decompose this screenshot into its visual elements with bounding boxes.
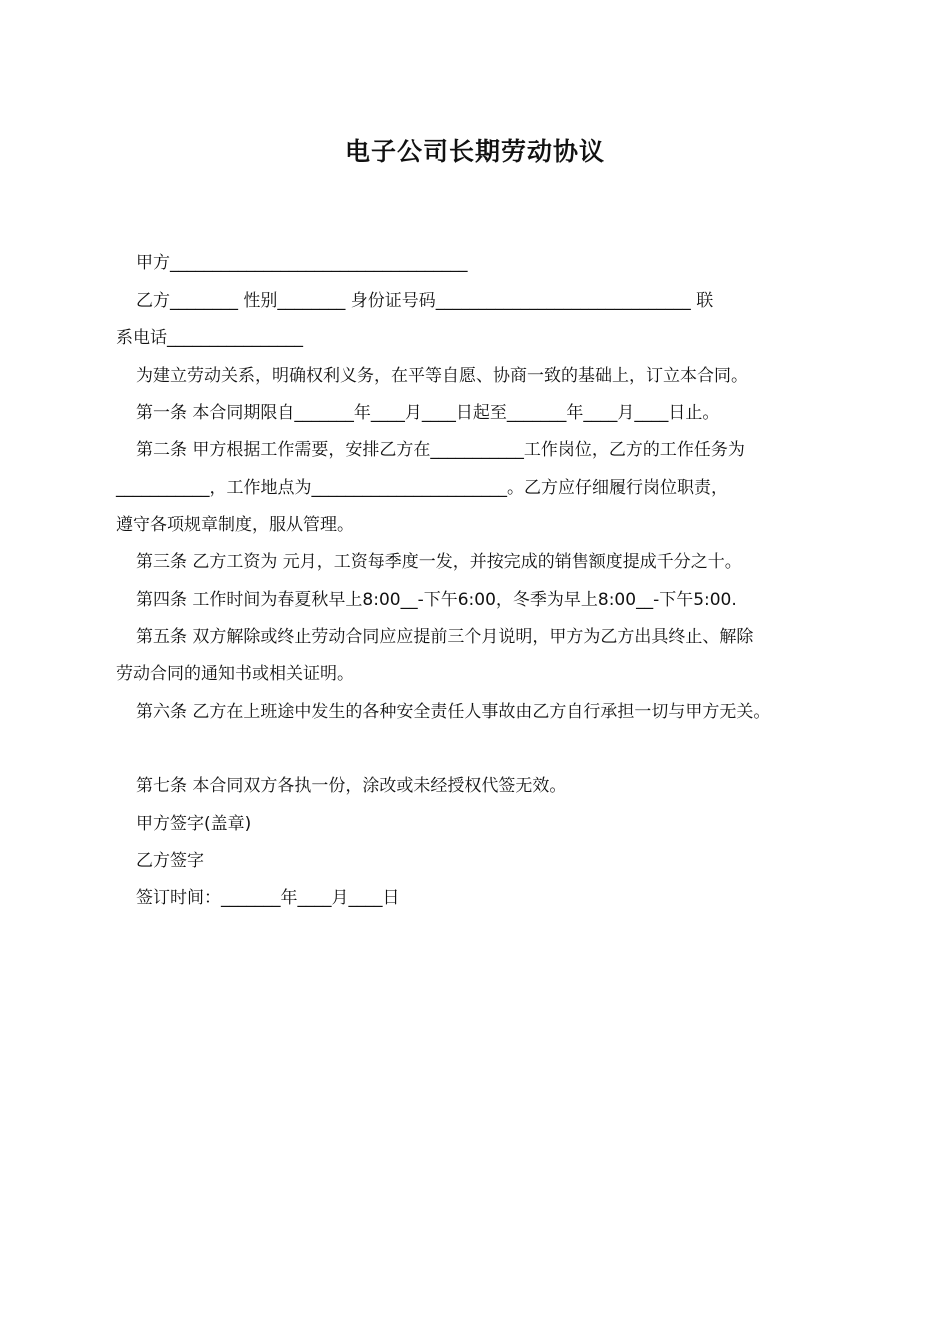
- article-5-line-2: 劳动合同的通知书或相关证明。: [116, 664, 354, 684]
- document-title: 电子公司长期劳动协议: [344, 137, 605, 166]
- party-a-line: 甲方___________________________________: [136, 253, 468, 273]
- article-7: 第七条 本合同双方各执一份，涂改或未经授权代签无效。: [136, 776, 567, 796]
- article-2-line-3: 遵守各项规章制度，服从管理。: [116, 515, 354, 535]
- article-5-line-1: 第五条 双方解除或终止劳动合同应应提前三个月说明，甲方为乙方出具终止、解除: [136, 627, 754, 647]
- signing-date: 签订时间：_______年____月____日: [136, 888, 400, 908]
- preamble-paragraph: 为建立劳动关系，明确权利义务，在平等自愿、协商一致的基础上，订立本合同。: [136, 366, 748, 386]
- article-1: 第一条 本合同期限自_______年____月____日起至_______年____月____日止。: [136, 403, 720, 423]
- article-6: 第六条 乙方在上班途中发生的各种安全责任人事故由乙方自行承担一切与甲方无关。: [136, 702, 771, 722]
- party-a-signature: 甲方签字(盖章): [136, 814, 252, 834]
- party-b-signature: 乙方签字: [136, 851, 204, 871]
- party-b-info-line: 乙方________ 性别________ 身份证号码______________________________ 联: [136, 291, 714, 311]
- contact-phone-line: 系电话________________: [116, 328, 303, 348]
- article-4: 第四条 工作时间为春夏秋早上8:00__-下午6:00，冬季为早上8:00__-下午5:00.: [136, 590, 737, 610]
- article-2-line-1: 第二条 甲方根据工作需要，安排乙方在___________工作岗位，乙方的工作任务为: [136, 440, 745, 460]
- article-3: 第三条 乙方工资为 元月，工资每季度一发，并按完成的销售额度提成千分之十。: [136, 552, 742, 572]
- article-2-line-2: ___________，工作地点为_______________________。乙方应仔细履行岗位职责，: [116, 478, 728, 498]
